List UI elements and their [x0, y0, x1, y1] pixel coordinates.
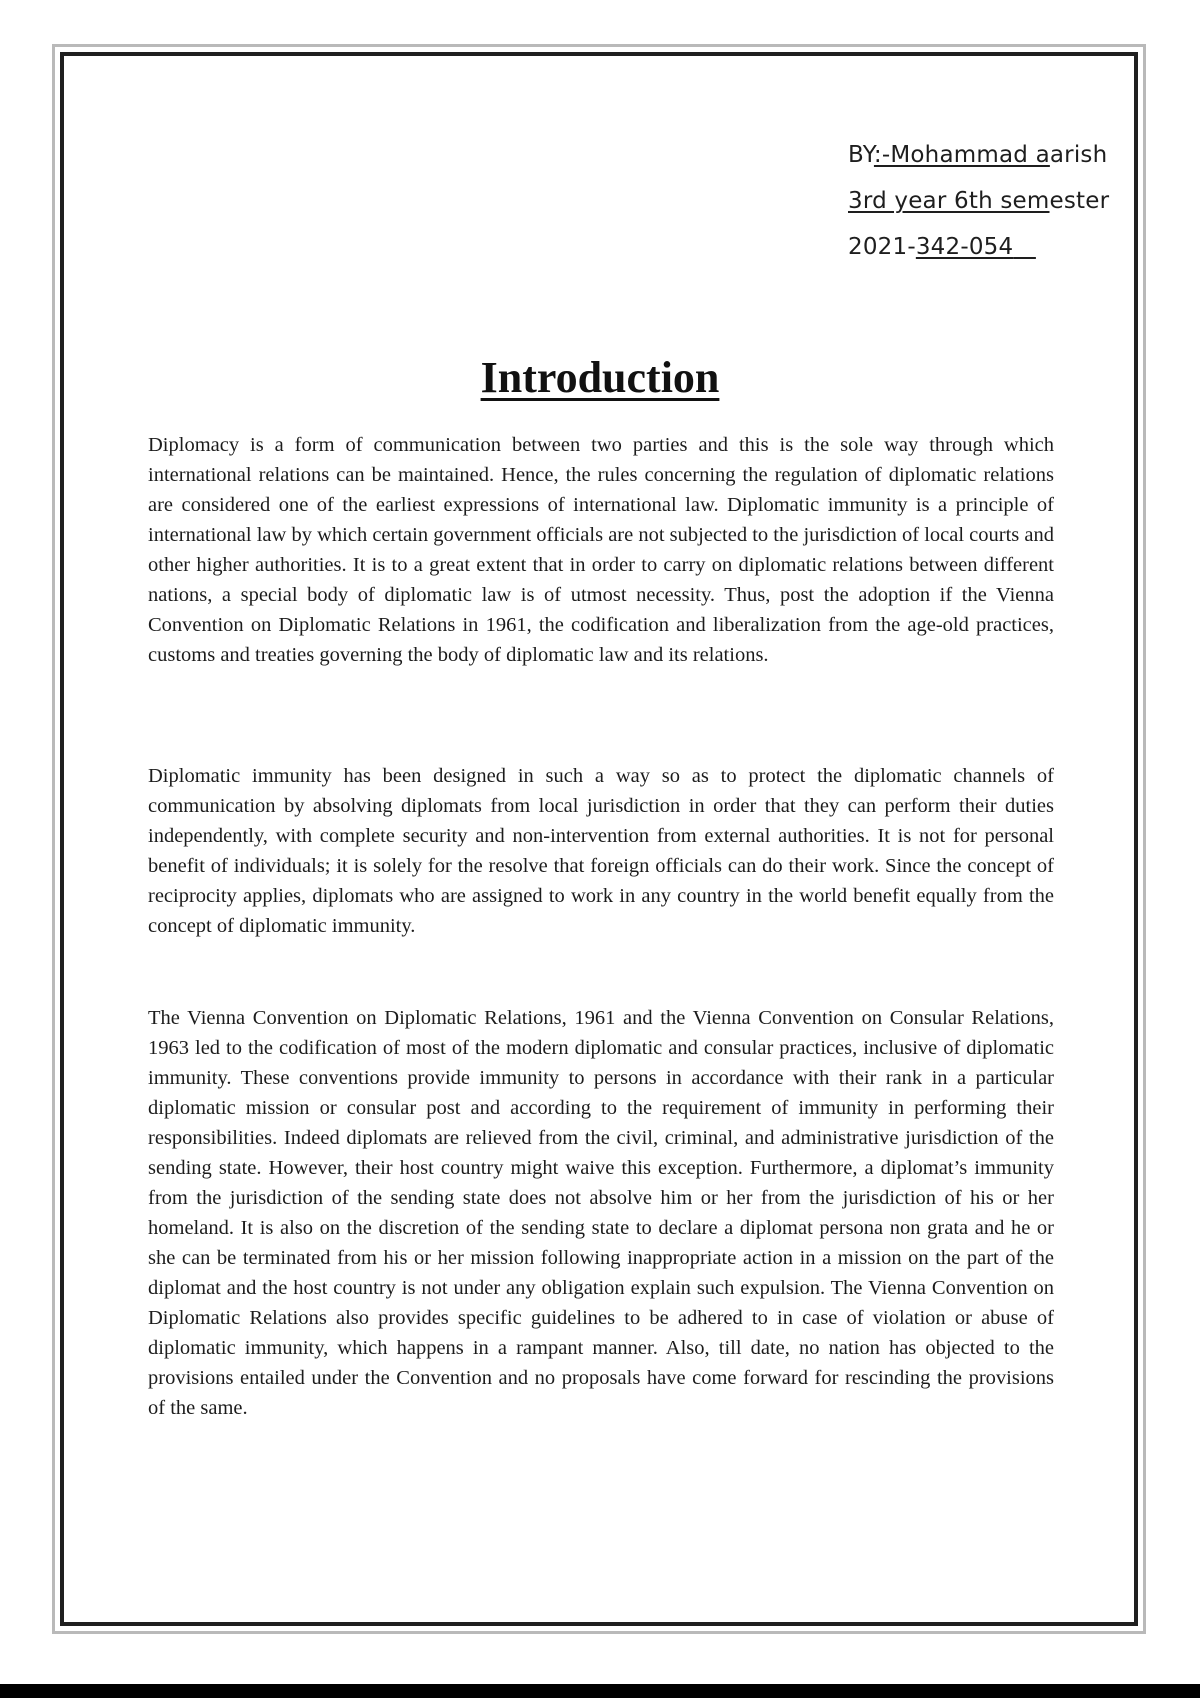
author-roll-number: 2021-342-054: [848, 234, 1014, 260]
author-info-block: [848, 132, 1109, 270]
author-year: 3rd year 6th semester: [848, 188, 1110, 214]
bottom-edge-bar: [0, 1684, 1200, 1698]
author-name: BY:-Mohammad aarish: [848, 142, 1108, 168]
page-title: Introduction: [480, 353, 720, 402]
paragraph-1: Diplomacy is a form of communication between two parties and this is the sole way through which international relations can be maintained. Hence, the rules concerning the regulation of diplomatic relations are considered one of the earliest expressions of international law. Diplomatic immunity is a principle of international law by which certain government officials are not subjected to the jurisdiction of local courts and other higher authorities. It is to a great extent that in order to carry on diplomatic relations between different nations, a special body of diplomatic law is of utmost necessity. Thus, post the adoption if the Vienna Convention on Diplomatic Relations in 1961, the codification and liberalization from the age-old practices, customs and treaties governing the body of diplomatic law and its relations.: [148, 434, 1054, 666]
paragraph-2: Diplomatic immunity has been designed in such a way so as to protect the diplomatic channels of communication by absolving diplomats from local jurisdiction in order that they can perform their duties independently, with complete security and non-intervention from external authorities. It is not for personal benefit of individuals; it is solely for the resolve that foreign officials can do their work. Since the concept of reciprocity applies, diplomats who are assigned to work in any country in the world benefit equally from the concept of diplomatic immunity.: [148, 765, 1054, 937]
paragraph-3: The Vienna Convention on Diplomatic Relations, 1961 and the Vienna Convention on Consular Relations, 1963 led to the codification of most of the modern diplomatic and consular practices, inclusive of diplomatic immunity. These conventions provide immunity to persons in accordance with their rank in a particular diplomatic mission or consular post and according to the requirement of immunity in performing their responsibilities. Indeed diplomats are relieved from the civil, criminal, and administrative jurisdiction of the sending state. However, their host country might waive this exception. Furthermore, a diplomat’s immunity from the jurisdiction of the sending state does not absolve him or her from the jurisdiction of his or her homeland. It is also on the discretion of the sending state to declare a diplomat persona non grata and he or she can be terminated from his or her mission following inappropriate action in a mission on the part of the diplomat and the host country is not under any obligation explain such expulsion. The Vienna Convention on Diplomatic Relations also provides specific guidelines to be adhered to in case of violation or abuse of diplomatic immunity, which happens in a rampant manner. Also, till date, no nation has objected to the provisions entailed under the Convention and no proposals have come forward for rescinding the provisions of the same.: [148, 1007, 1054, 1419]
